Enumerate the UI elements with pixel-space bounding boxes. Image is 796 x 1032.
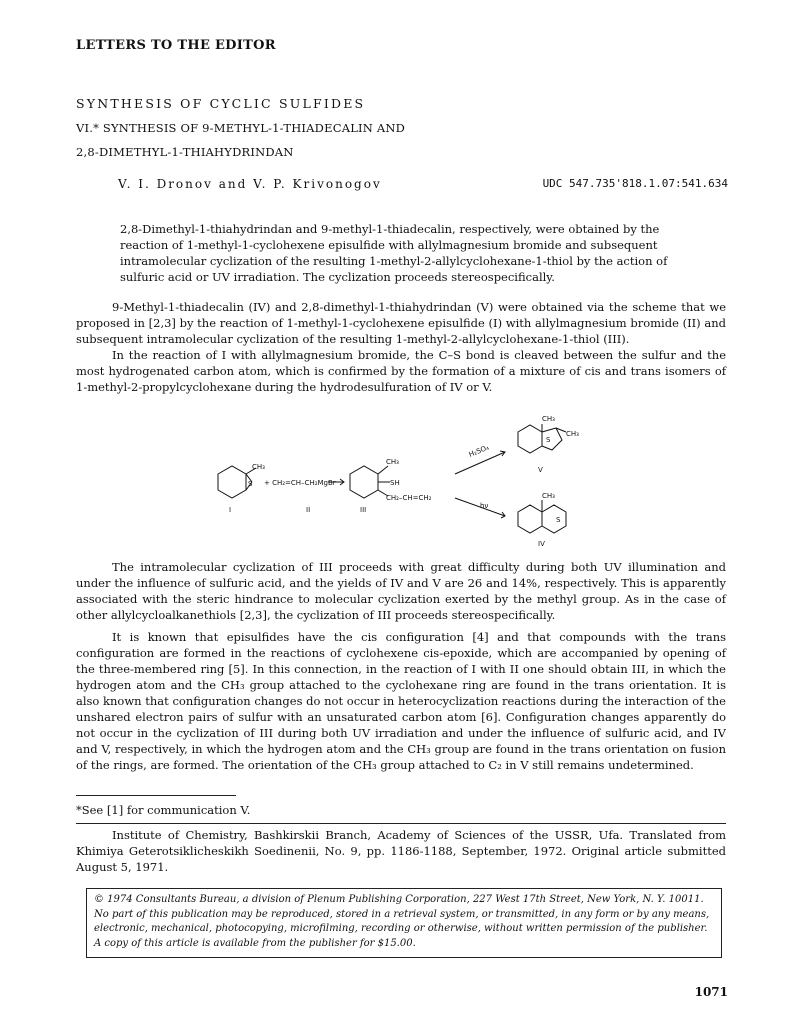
- compound-v-s-label: S: [546, 436, 551, 444]
- label-v: V: [538, 466, 543, 474]
- compound-iv-ch3-label: CH₃: [542, 492, 555, 500]
- compound-iv-right-ring: [542, 505, 566, 533]
- compound-iii-ring: [350, 466, 378, 498]
- compound-iii-allyl-label: CH₂–CH=CH₂: [386, 494, 432, 502]
- compound-i-ring: [218, 466, 246, 498]
- article-title-line2: VI.* SYNTHESIS OF 9-METHYL-1-THIADECALIN AND: [76, 121, 406, 135]
- compound-iii-ch3-label: CH₃: [386, 458, 399, 466]
- institute-rule: [76, 823, 726, 824]
- compound-iv-s-label: S: [556, 516, 561, 524]
- authors: V. I. Dronov and V. P. Krivonogov: [118, 177, 382, 191]
- udc-code: UDC 547.735'818.1.07:541.634: [542, 177, 728, 190]
- label-i: I: [229, 506, 232, 514]
- compound-v-five-ring: [542, 428, 562, 450]
- paragraph-2: In the reaction of I with allylmagnesium bromide, the C–S bond is cleaved between the sulfur and the most hydrogenated carbon atom, which is confirmed by the formation of a mixture of cis and trans isomers of 1-methyl-2-propylcyclohexane during the hydrodesulfuration of IV or V.: [76, 348, 726, 394]
- page-number: 1071: [694, 985, 728, 999]
- label-ii: II: [306, 506, 311, 514]
- paragraph-3: The intramolecular cyclization of III proceeds with great difficulty during both UV illumination and under the influence of sulfuric acid, and the yields of IV and V are 26 and 14%, respectively. This is apparently associated with the steric hindrance to molecular cyclization exerted by the methyl group. As in the case of other allylcycloalkanethiols [2,3], the cyclization of III proceeds stereospecifically.: [76, 560, 726, 622]
- institute-note: Institute of Chemistry, Bashkirskii Branch, Academy of Sciences of the USSR, Ufa. Translated from Khimiya Geterotsiklicheskikh Soedinenii, No. 9, pp. 1186-1188, September, 1972. Original article submitted August 5, 1971.: [76, 828, 726, 874]
- light-condition-label: hν: [480, 502, 489, 510]
- paragraph-4: It is known that episulfides have the cis configuration [4] and that compounds with the trans configuration are formed in the reactions of cyclohexene cis-epoxide, which are accompanied by opening of the three-membered ring [5]. In this connection, in the reaction of I with II one should obtain III, in which the hydrogen atom and the CH₃ group attached to the cyclohexane ring are found in the trans orientation. It is also known that configuration changes do not occur in heterocyclization reactions during the interaction of the unshared electron pairs of sulfur with an unsaturated carbon atom [6]. Configuration changes apparently do not occur in the cyclization of III during both UV irradiation and under the influence of sulfuric acid, and IV and V, respectively, in which the hydrogen atom and the CH₃ group are found in the trans orientation on fusion of the rings, are formed. The orientation of the CH₃ group attached to C₂ in V still remains undetermined.: [76, 630, 726, 772]
- label-iv: IV: [538, 540, 545, 548]
- footnote: *See [1] for communication V.: [76, 803, 251, 817]
- section-heading: LETTERS TO THE EDITOR: [76, 38, 276, 53]
- compound-v-six-ring: [518, 425, 542, 453]
- compound-i-s-label: S: [248, 480, 253, 488]
- article-title-line1: SYNTHESIS OF CYCLIC SULFIDES: [76, 96, 366, 111]
- copyright-text: © 1974 Consultants Bureau, a division of Plenum Publishing Corporation, 227 West 17th Street, New York, N. Y. 10011. No part of this publication may be reproduced, stored in a retrieval system, or transmitted, in any form or by any means, electronic, mechanical, photocopying, microfilming, recording or otherwise, without written permission of the publisher. A copy of this article is available from the publisher for $15.00.: [94, 894, 710, 949]
- reaction-scheme: [200, 412, 600, 552]
- footnote-rule: [76, 795, 236, 796]
- compound-i-ch3-label: CH₃: [252, 463, 265, 471]
- compound-iii-sh-label: SH: [390, 479, 400, 487]
- label-iii: III: [360, 506, 367, 514]
- paragraph-1: 9-Methyl-1-thiadecalin (IV) and 2,8-dimethyl-1-thiahydrindan (V) were obtained via the scheme that we proposed in [2,3] by the reaction of 1-methyl-1-cyclohexene episulfide (I) with allylmagnesium bromide (II) and subsequent intramolecular cyclization of the resulting 1-methyl-2-allylcyclohexane-1-thiol (III).: [76, 300, 726, 346]
- article-title-line3: 2,8-DIMETHYL-1-THIAHYDRINDAN: [76, 145, 294, 159]
- compound-v-ch3-top-label: CH₃: [542, 415, 555, 423]
- reagent-ii-label: + CH₂=CH–CH₂MgBr: [264, 479, 336, 487]
- compound-v-ch3-side-label: CH₃: [566, 430, 579, 438]
- abstract: 2,8-Dimethyl-1-thiahydrindan and 9-methyl-1-thiadecalin, respectively, were obtained by the reaction of 1-methyl-1-cyclohexene episulfide with allylmagnesium bromide and subsequent intramolecular cyclization of the resulting 1-methyl-2-allylcyclohexane-1-thiol by the action of sulfuric acid or UV irradiation. The cyclization proceeds stereospecifically.: [120, 222, 668, 284]
- compound-iv-left-ring: [518, 505, 542, 533]
- acid-condition-label: H₂SO₄: [467, 443, 491, 459]
